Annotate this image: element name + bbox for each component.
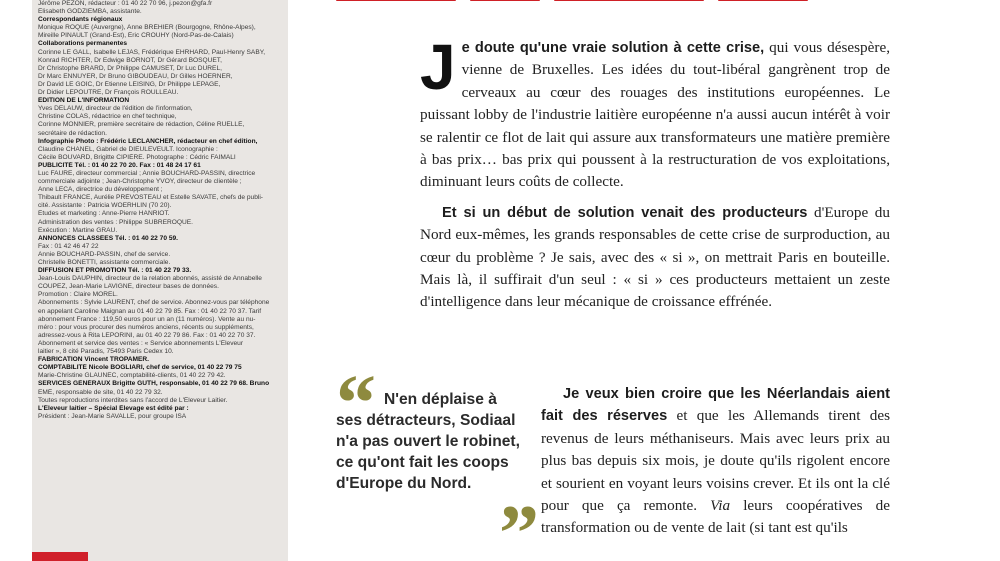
lead-in-text: e doute qu'une vraie solution à cette crise, [461, 40, 765, 56]
masthead-section-title: COMPTABILITÉ Nicole BOGLIARI, chef de service, 01 40 22 79 75 [38, 364, 242, 372]
masthead-section [38, 405, 282, 421]
red-band [32, 552, 88, 561]
masthead-line: EMÉ, responsable de site, 01 40 22 79 32. [38, 388, 163, 396]
pull-quote-body: N'en déplaise à ses détracteurs, Sodiaal n'a pas ouvert le robinet, ce qu'ont fait les coops d'Europe du Nord. [336, 391, 520, 492]
masthead-section [38, 97, 282, 137]
masthead-line: laitier », 8 cité Paradis, 75493 Paris Cedex 10. [38, 348, 174, 356]
masthead-section-title: ÉDITION DE L'INFORMATION [38, 97, 130, 105]
masthead-line: Dr Didier LEPOUTRE, Dr François ROULLEAU. [38, 89, 179, 97]
masthead-line: Exécution : Martine GRAU. [38, 226, 118, 234]
pull-quote [336, 360, 539, 561]
masthead-line: Dr Marc ENNUYER, Dr Bruno GIBOUDEAU, Dr Gilles HOERNER, [38, 72, 233, 80]
masthead-section [38, 267, 282, 356]
paragraph-2 [420, 202, 890, 314]
masthead-line: adressez-vous à Rita LEPORINI, au 01 40 22 79 86. Fax : 01 40 22 70 37. [38, 331, 256, 339]
masthead-section-title: PUBLICITÉ Tél. : 01 40 22 70 20. Fax : 01 48 24 17 61 [38, 161, 201, 169]
masthead-section-title: L'Éleveur laitier – Spécial Élevage est édité par : [38, 404, 189, 412]
masthead-column [32, 0, 288, 561]
masthead-line: Monique ROQUE (Auvergne), Anne BRÉHIER (Bourgogne, Rhône-Alpes), [38, 24, 256, 32]
masthead-line: Abonnements : Sylvie LAURENT, chef de service. Abonnez-vous par téléphone [38, 299, 270, 307]
paragraph-tail: leurs coopératives de transformation ou de vente de lait (si tant est qu'ils [541, 497, 890, 537]
masthead-line: Promotion : Claire MOREL. [38, 291, 118, 299]
paragraph-3 [541, 383, 890, 540]
masthead-line: Christelle BONETTI, assistante commerciale. [38, 259, 171, 266]
masthead-line: Études et marketing : Anne-Pierre HANRIOT. [38, 210, 170, 218]
masthead-line: Corinne LE GALL, Isabelle LEJAS, Frédérique EHRHARD, Paul-Henry SABY, [38, 48, 266, 56]
lead-in-text: Et si un début de solution venait des producteurs [442, 204, 808, 221]
masthead-line: Abonnement et service des ventes : « Service abonnements L'Éleveur [38, 339, 244, 347]
paragraph-3-column [541, 383, 890, 540]
masthead-line: Président : Jean-Marie SAVALLE, pour groupe ISA [38, 412, 187, 420]
masthead-line: Élisabeth GODZIEMBA, assistante. [38, 8, 142, 16]
masthead-line: Dr David LE GOÏC, Dr Étienne LEISING, Dr Philippe LEPAGE, [38, 80, 221, 88]
masthead-line: commerciale adjointe ; Jean-Christophe YVOY, directeur de clientèle ; [38, 178, 242, 186]
masthead-section [38, 356, 282, 364]
masthead-section-title: ANNONCES CLASSÉES Tél. : 01 40 22 70 59. [38, 234, 178, 242]
masthead-line: Dr Christophe BRARD, Dr Philippe CAMUSET, Dr Luc DUREL, [38, 64, 222, 72]
masthead-line: Christine COLAS, rédactrice en chef technique, [38, 113, 177, 121]
headline-word-fragment [554, 0, 704, 1]
masthead-section-title: Collaborations permanentes [38, 40, 128, 48]
drop-cap: J [420, 31, 456, 103]
masthead-section [38, 235, 282, 267]
masthead-line: Yves DELAUW, directeur de l'édition de l'information, [38, 105, 193, 113]
masthead-line: Claudine CHANEL, Gabriel de DIEULEVEULT. Iconographie : [38, 145, 218, 153]
masthead-line: Cécile BOUVARD, Brigitte CIPIÈRE. Photographe : Cédric FAIMALI [38, 153, 236, 161]
headline-word-fragment [336, 0, 456, 1]
masthead-line: Jean-Louis DAUPHIN, directeur de la relation abonnés, assisté de Annabelle [38, 275, 262, 283]
masthead-line: Thibault FRANCE, Aurélie PRÉVOSTEAU et Estelle SAVATE, chefs de publi- [38, 194, 264, 202]
masthead-section-title: FABRICATION Vincent TROPAMER. [38, 356, 149, 364]
masthead-section-title: SERVICES GÉNÉRAUX Brigitte GUTH, responsable, 01 40 22 79 68. Bruno [38, 380, 270, 388]
headline-fragment [336, 0, 936, 2]
paragraph-body: et que les Allemands tirent des revenus de leurs méthaniseurs. Mais avec leurs prix au plus bas depuis six mois, je doute qu'ils rigolent encore et sourient en voyant leurs voisins crever. Et ils ont la clé pour que ça remonte. [541, 407, 890, 515]
masthead-line: Jérôme PEZON, rédacteur : 01 40 22 70 96, j.pezon@gfa.fr [38, 0, 213, 7]
masthead-line: Konrad RICHTER, Dr Edwige BORNOT, Dr Gérard BOSQUET, [38, 56, 222, 64]
paragraph-1 [420, 31, 890, 194]
masthead-line: Toutes reproductions interdites sans l'accord de L'Éleveur Laitier. [38, 396, 228, 404]
masthead-line: secrétaire de rédaction. [38, 129, 107, 137]
masthead-line: cité. Assistante : Patricia WOERHLIN (70 20). [38, 202, 172, 210]
masthead-section [38, 162, 282, 235]
italic-word: Via [710, 497, 731, 515]
masthead-line: en appelant Caroline Maignan au 01 40 22 79 85. Fax : 01 40 22 70 37. Tarif [38, 307, 262, 315]
masthead-section [38, 138, 282, 162]
masthead-line: Mireille PINAULT (Grand-Est), Éric CROUHY (Nord-Pas-de-Calais) [38, 32, 234, 40]
masthead-section-title: Infographie Photo : Frédéric LECLANCHER, rédacteur en chef édition, [38, 137, 258, 145]
close-quote-icon: ” [499, 490, 539, 561]
masthead-line: Marie-Christine GLAUNEC, comptabilité-clients, 01 40 22 79 42. [38, 372, 226, 380]
paragraph-body: qui vous désespère, vienne de Bruxelles. Les idées du tout-libéral gangrènent trop de cerveaux au cœur des rouages des institutions européennes. Le puissant lobby de l'industrie laitière européenne n'a aussi aucun intérêt à voir se ralentir ce flot de lait qui assure aux transformateurs une matière première à bas prix… bas prix qui poussent à la restructuration de vos exploitations, diminuant leurs coûts de collecte. [420, 39, 890, 191]
masthead-section [38, 380, 282, 404]
masthead-line: Fax : 01 42 46 47 22 [38, 242, 99, 250]
pull-quote-text [336, 389, 522, 494]
open-quote-icon: “ [336, 360, 376, 448]
masthead-section [38, 40, 282, 97]
masthead-line: méro : pour vous procurer des numéros anciens, récents ou suppléments, [38, 323, 254, 331]
headline-word-fragment [470, 0, 540, 1]
headline-word-fragment [718, 0, 808, 1]
masthead-line: Annie BOUCHARD-PASSIN, chef de service. [38, 250, 171, 258]
masthead-line: COUPEZ, Jean-Marie LAVIGNE, directeur bases de données. [38, 283, 219, 291]
masthead-line: Corinne MONNIER, première secrétaire de rédaction, Céline RUELLÉ, [38, 121, 245, 129]
masthead-line: Luc FAURE, directeur commercial ; Annie BOUCHARD-PASSIN, directrice [38, 169, 256, 177]
masthead-section-title: DIFFUSION ET PROMOTION Tél. : 01 40 22 79 33. [38, 267, 192, 275]
masthead-line: Anne LECA, directrice du développement ; [38, 186, 163, 194]
masthead-section [38, 364, 282, 380]
masthead-line: abonnement France : 119,50 euros pour un an (11 numéros). Vente au nu- [38, 315, 256, 323]
masthead-section-title: Correspondants régionaux [38, 16, 123, 24]
masthead-section [38, 16, 282, 40]
lead-in-text: Je veux bien croire que les Néerlandais aient fait des réserves [541, 386, 890, 425]
masthead-line: Administration des ventes : Philippe SUBREROQUE. [38, 218, 194, 226]
paragraph-body: d'Europe du Nord eux-mêmes, les grands responsables de cette crise de surproduction, au cœur du problème ? Je sais, avec des « si », on mettrait Paris en bouteille. Mais là, il suffirait d'un seul : « si » ces producteurs mettaient un zeste d'intelligence dans leur mécanique de croissance effrénée. [420, 203, 890, 311]
editorial-article [420, 31, 890, 322]
